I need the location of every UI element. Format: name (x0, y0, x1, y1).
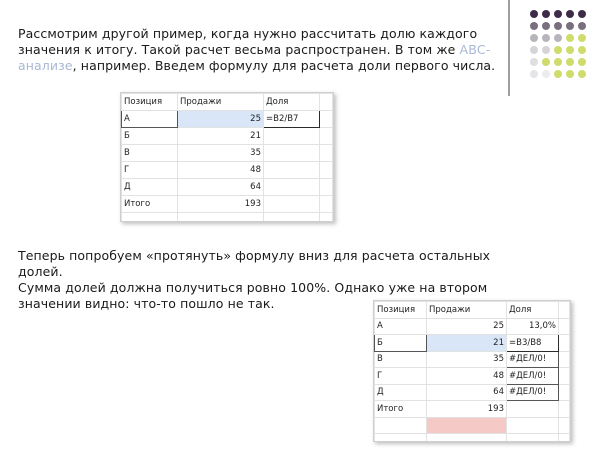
cell-position: В (122, 145, 178, 162)
decor-dot (542, 34, 550, 42)
cell-share (264, 145, 320, 162)
cell-error: #ДЕЛ/0! (507, 351, 559, 368)
table-row (122, 162, 333, 179)
cell-position: А (122, 111, 178, 128)
cell-sales: 21 (178, 128, 264, 145)
cell-position: Б (375, 335, 427, 352)
paragraph-drag: Теперь попробуем «протянуть» формулу вниз для расчета остальных долей. (18, 248, 491, 279)
header-position: Позиция (375, 302, 427, 319)
table-row (375, 335, 570, 352)
header-sales: Продажи (178, 94, 264, 111)
cell-sales: 25 (427, 318, 507, 335)
intro-text-b: , например. Введем формулу для расчета доли первого числа. (72, 58, 496, 73)
cell-sales: 64 (427, 384, 507, 401)
cell-sales: 48 (427, 368, 507, 385)
table-row (375, 384, 570, 401)
table-total-row (122, 196, 333, 213)
decor-dot (542, 58, 550, 66)
cell-share: 13,0% (507, 318, 559, 335)
spreadsheet-image-1 (120, 92, 334, 222)
decor-dot (554, 58, 562, 66)
decor-dot (554, 22, 562, 30)
cell-sales: 35 (427, 351, 507, 368)
table-total-row (375, 401, 570, 418)
table-row (122, 128, 333, 145)
table-row (375, 318, 570, 335)
cell-sales: 64 (178, 179, 264, 196)
cell-highlight-empty (427, 417, 507, 434)
decor-dot (566, 10, 574, 18)
cell-position: Д (375, 384, 427, 401)
table-header-row (375, 302, 570, 319)
decor-dot (578, 22, 586, 30)
decor-dot (566, 34, 574, 42)
decor-dot (530, 70, 538, 78)
table-row (122, 145, 333, 162)
header-share: Доля (507, 302, 559, 319)
cell-sales: 48 (178, 162, 264, 179)
decor-dot (578, 70, 586, 78)
paragraph-intro (18, 26, 508, 74)
cell-position: Г (122, 162, 178, 179)
cell-position: В (375, 351, 427, 368)
decor-dot (542, 46, 550, 54)
decor-dot (530, 34, 538, 42)
cell-position: Б (122, 128, 178, 145)
table-row (122, 179, 333, 196)
header-sales: Продажи (427, 302, 507, 319)
decor-dot (554, 46, 562, 54)
share-table-2 (374, 301, 570, 442)
decor-dot (542, 70, 550, 78)
decor-dot (530, 46, 538, 54)
decor-dot (530, 22, 538, 30)
table-row (375, 368, 570, 385)
table-row (122, 111, 333, 128)
decor-dot-grid (530, 10, 586, 78)
decor-vertical-line (508, 0, 510, 96)
decor-dot (566, 70, 574, 78)
cell-total-label: Итого (375, 401, 427, 418)
cell-position: А (375, 318, 427, 335)
cell-share (264, 162, 320, 179)
header-share: Доля (264, 94, 320, 111)
paragraph-sum: Сумма долей должна получиться ровно 100%. Однако уже на втором (18, 280, 488, 295)
intro-text-faded: АВС-анализе (18, 42, 491, 73)
cell-formula: =В2/В7 (264, 111, 320, 128)
cell-position: Д (122, 179, 178, 196)
cell-sales: 21 (427, 335, 507, 352)
decor-dot (530, 10, 538, 18)
decor-dot (542, 22, 550, 30)
cell-total-label: Итого (122, 196, 178, 213)
intro-text-a: Рассмотрим другой пример, когда нужно рассчитать долю каждого значения к итогу. Такой расчет весьма распространен. В том же (18, 26, 478, 57)
decor-dot (554, 34, 562, 42)
decor-dot (566, 22, 574, 30)
decor-dot (554, 10, 562, 18)
decor-dot (566, 58, 574, 66)
decor-dot (578, 46, 586, 54)
share-table-1 (121, 93, 333, 222)
decor-dot (578, 58, 586, 66)
cell-sales: 25 (178, 111, 264, 128)
cell-sales: 35 (178, 145, 264, 162)
paragraph-problem: значении видно: что-то пошло не так. (18, 296, 275, 311)
cell-formula: =В3/В8 (507, 335, 559, 352)
decor-dot (530, 58, 538, 66)
cell-share (264, 179, 320, 196)
cell-share (264, 128, 320, 145)
cell-total-value: 193 (427, 401, 507, 418)
table-header-row (122, 94, 333, 111)
decor-dot (542, 10, 550, 18)
cell-error: #ДЕЛ/0! (507, 368, 559, 385)
header-position: Позиция (122, 94, 178, 111)
decor-dot (554, 70, 562, 78)
spreadsheet-image-2 (373, 300, 571, 442)
cell-error: #ДЕЛ/0! (507, 384, 559, 401)
table-row (375, 351, 570, 368)
cell-total-value: 193 (178, 196, 264, 213)
decor-dot (578, 34, 586, 42)
decor-dot (578, 10, 586, 18)
decor-dot (566, 46, 574, 54)
cell-position: Г (375, 368, 427, 385)
